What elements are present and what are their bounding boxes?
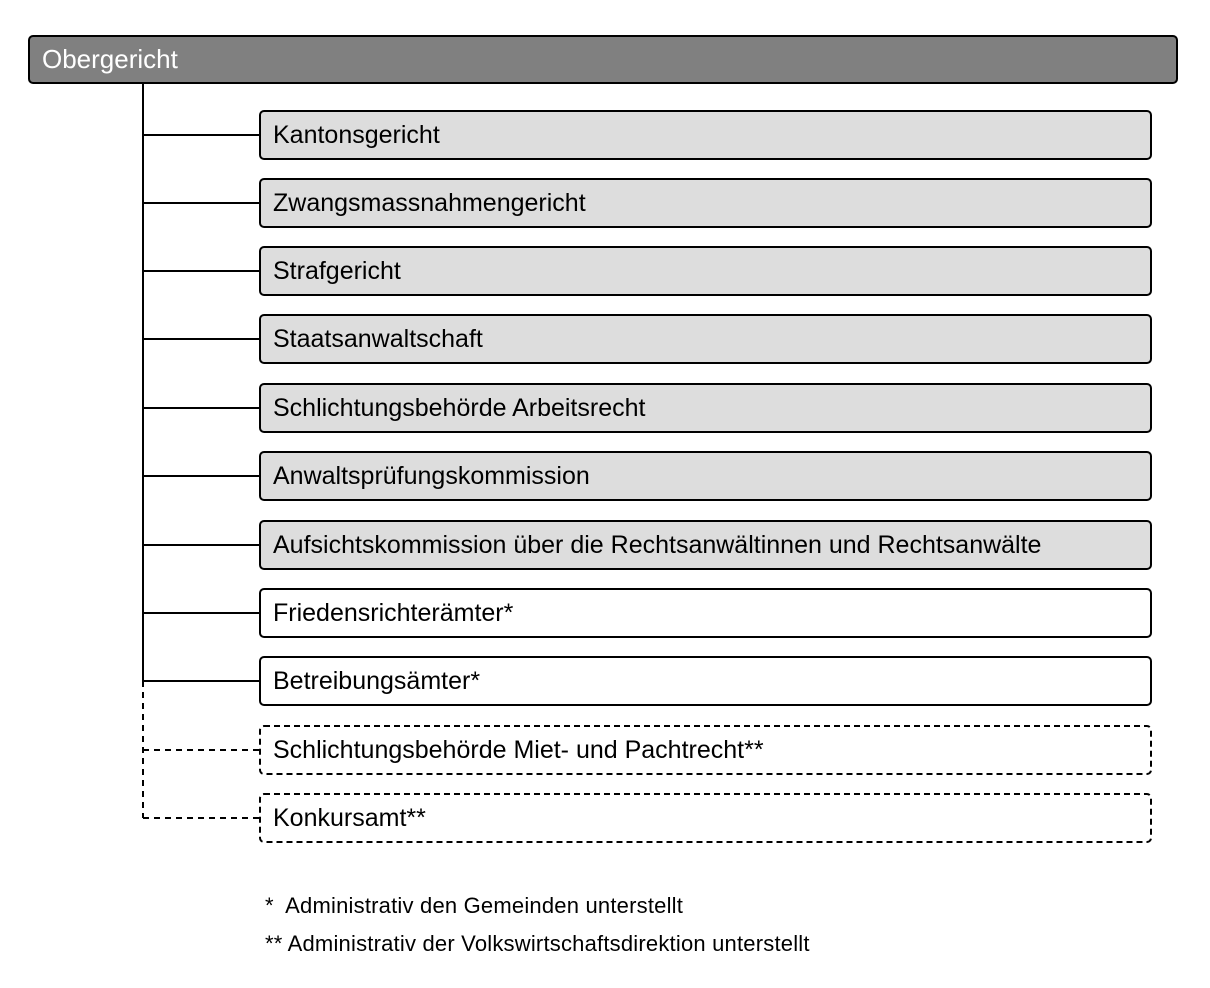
footnote-single-asterisk: * Administrativ den Gemeinden unterstellt xyxy=(265,893,684,918)
node-strafgericht: Strafgericht xyxy=(259,246,1152,296)
footnote-double-asterisk: ** Administrativ der Volkswirtschaftsdirektion unterstellt xyxy=(265,931,810,956)
node-schlichtungsbehoerde-miet-pachtrecht: Schlichtungsbehörde Miet- und Pachtrecht** xyxy=(259,725,1152,775)
node-staatsanwaltschaft: Staatsanwaltschaft xyxy=(259,314,1152,364)
node-anwaltspruefungskommission: Anwaltsprüfungskommission xyxy=(259,451,1152,501)
root-node-obergericht: Obergericht xyxy=(28,35,1178,84)
node-konkursamt: Konkursamt** xyxy=(259,793,1152,843)
node-schlichtungsbehoerde-arbeitsrecht: Schlichtungsbehörde Arbeitsrecht xyxy=(259,383,1152,433)
node-zwangsmassnahmengericht: Zwangsmassnahmengericht xyxy=(259,178,1152,228)
node-friedensrichteraemter: Friedensrichterämter* xyxy=(259,588,1152,638)
node-aufsichtskommission: Aufsichtskommission über die Rechtsanwältinnen und Rechtsanwälte xyxy=(259,520,1152,570)
node-betreibungsaemter: Betreibungsämter* xyxy=(259,656,1152,706)
node-kantonsgericht: Kantonsgericht xyxy=(259,110,1152,160)
